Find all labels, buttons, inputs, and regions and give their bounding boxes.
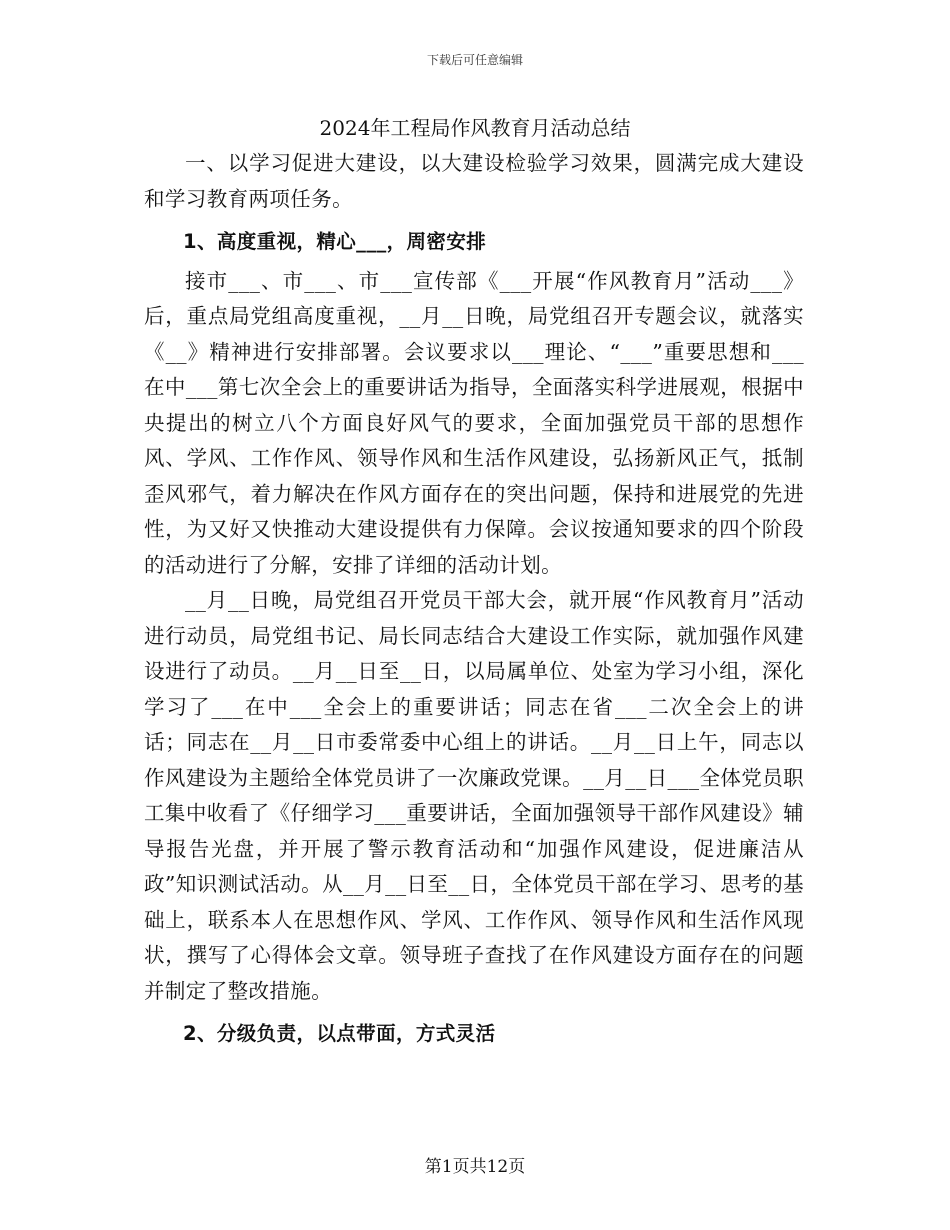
section-heading: 2、分级负责，以点带面，方式灵活: [183, 1022, 496, 1045]
page-header: 下载后可任意编辑: [426, 53, 523, 67]
document-title: 2024年工程局作风教育月活动总结: [319, 116, 631, 140]
page-footer: 第1页共12页: [424, 1157, 526, 1177]
body-paragraph: __月__日晚，局党组召开党员干部大会，就开展“作风教育月”活动进行动员，局党组书记、局长同志结合大建设工作实际，就加强作风建设进行了动员。__月__日至__日，以局属单位、处室为学习小组，深化学习了___在中___全会上的重要讲话；同志在省___二次全会上的讲话；同志在__月__日市委常委中心组上的讲话。__月__日上午，同志以作风建设为主题给全体党员讲了一次廉政党课。__月__日___全体党员职工集中收看了《仔细学习___重要讲话，全面加强领导干部作风建设》辅导报告光盘，并开展了警示教育活动和“加强作风建设，促进廉洁从政”知识测试活动。从__月__日至__日，全体党员干部在学习、思考的基础上，联系本人在思想作风、学风、工作作风、领导作风和生活作风现状，撰写了心得体会文章。领导班子查找了在作风建设方面存在的问题并制定了整改措施。: [144, 588, 804, 1003]
document-body: [144, 146, 804, 1056]
body-paragraph: 一、以学习促进大建设，以大建设检验学习效果，圆满完成大建设和学习教育两项任务。: [144, 151, 804, 211]
section-heading: 1、高度重视，精心___，周密安排: [183, 230, 487, 253]
body-paragraph: 接市___、市___、市___宣传部《___开展“作风教育月”活动___》后，重点局党组高度重视，__月__日晚，局党组召开专题会议，就落实《__》精神进行安排部署。会议要求以___理论、“___”重要思想和___在中___第七次全会上的重要讲话为指导，全面落实科学进展观，根据中央提出的树立八个方面良好风气的要求，全面加强党员干部的思想作风、学风、工作作风、领导作风和生活作风建设，弘扬新风正气，抵制歪风邪气，着力解决在作风方面存在的突出问题，保持和进展党的先进性，为又好又快推动大建设提供有力保障。会议按通知要求的四个阶段的活动进行了分解，安排了详细的活动计划。: [144, 268, 804, 577]
